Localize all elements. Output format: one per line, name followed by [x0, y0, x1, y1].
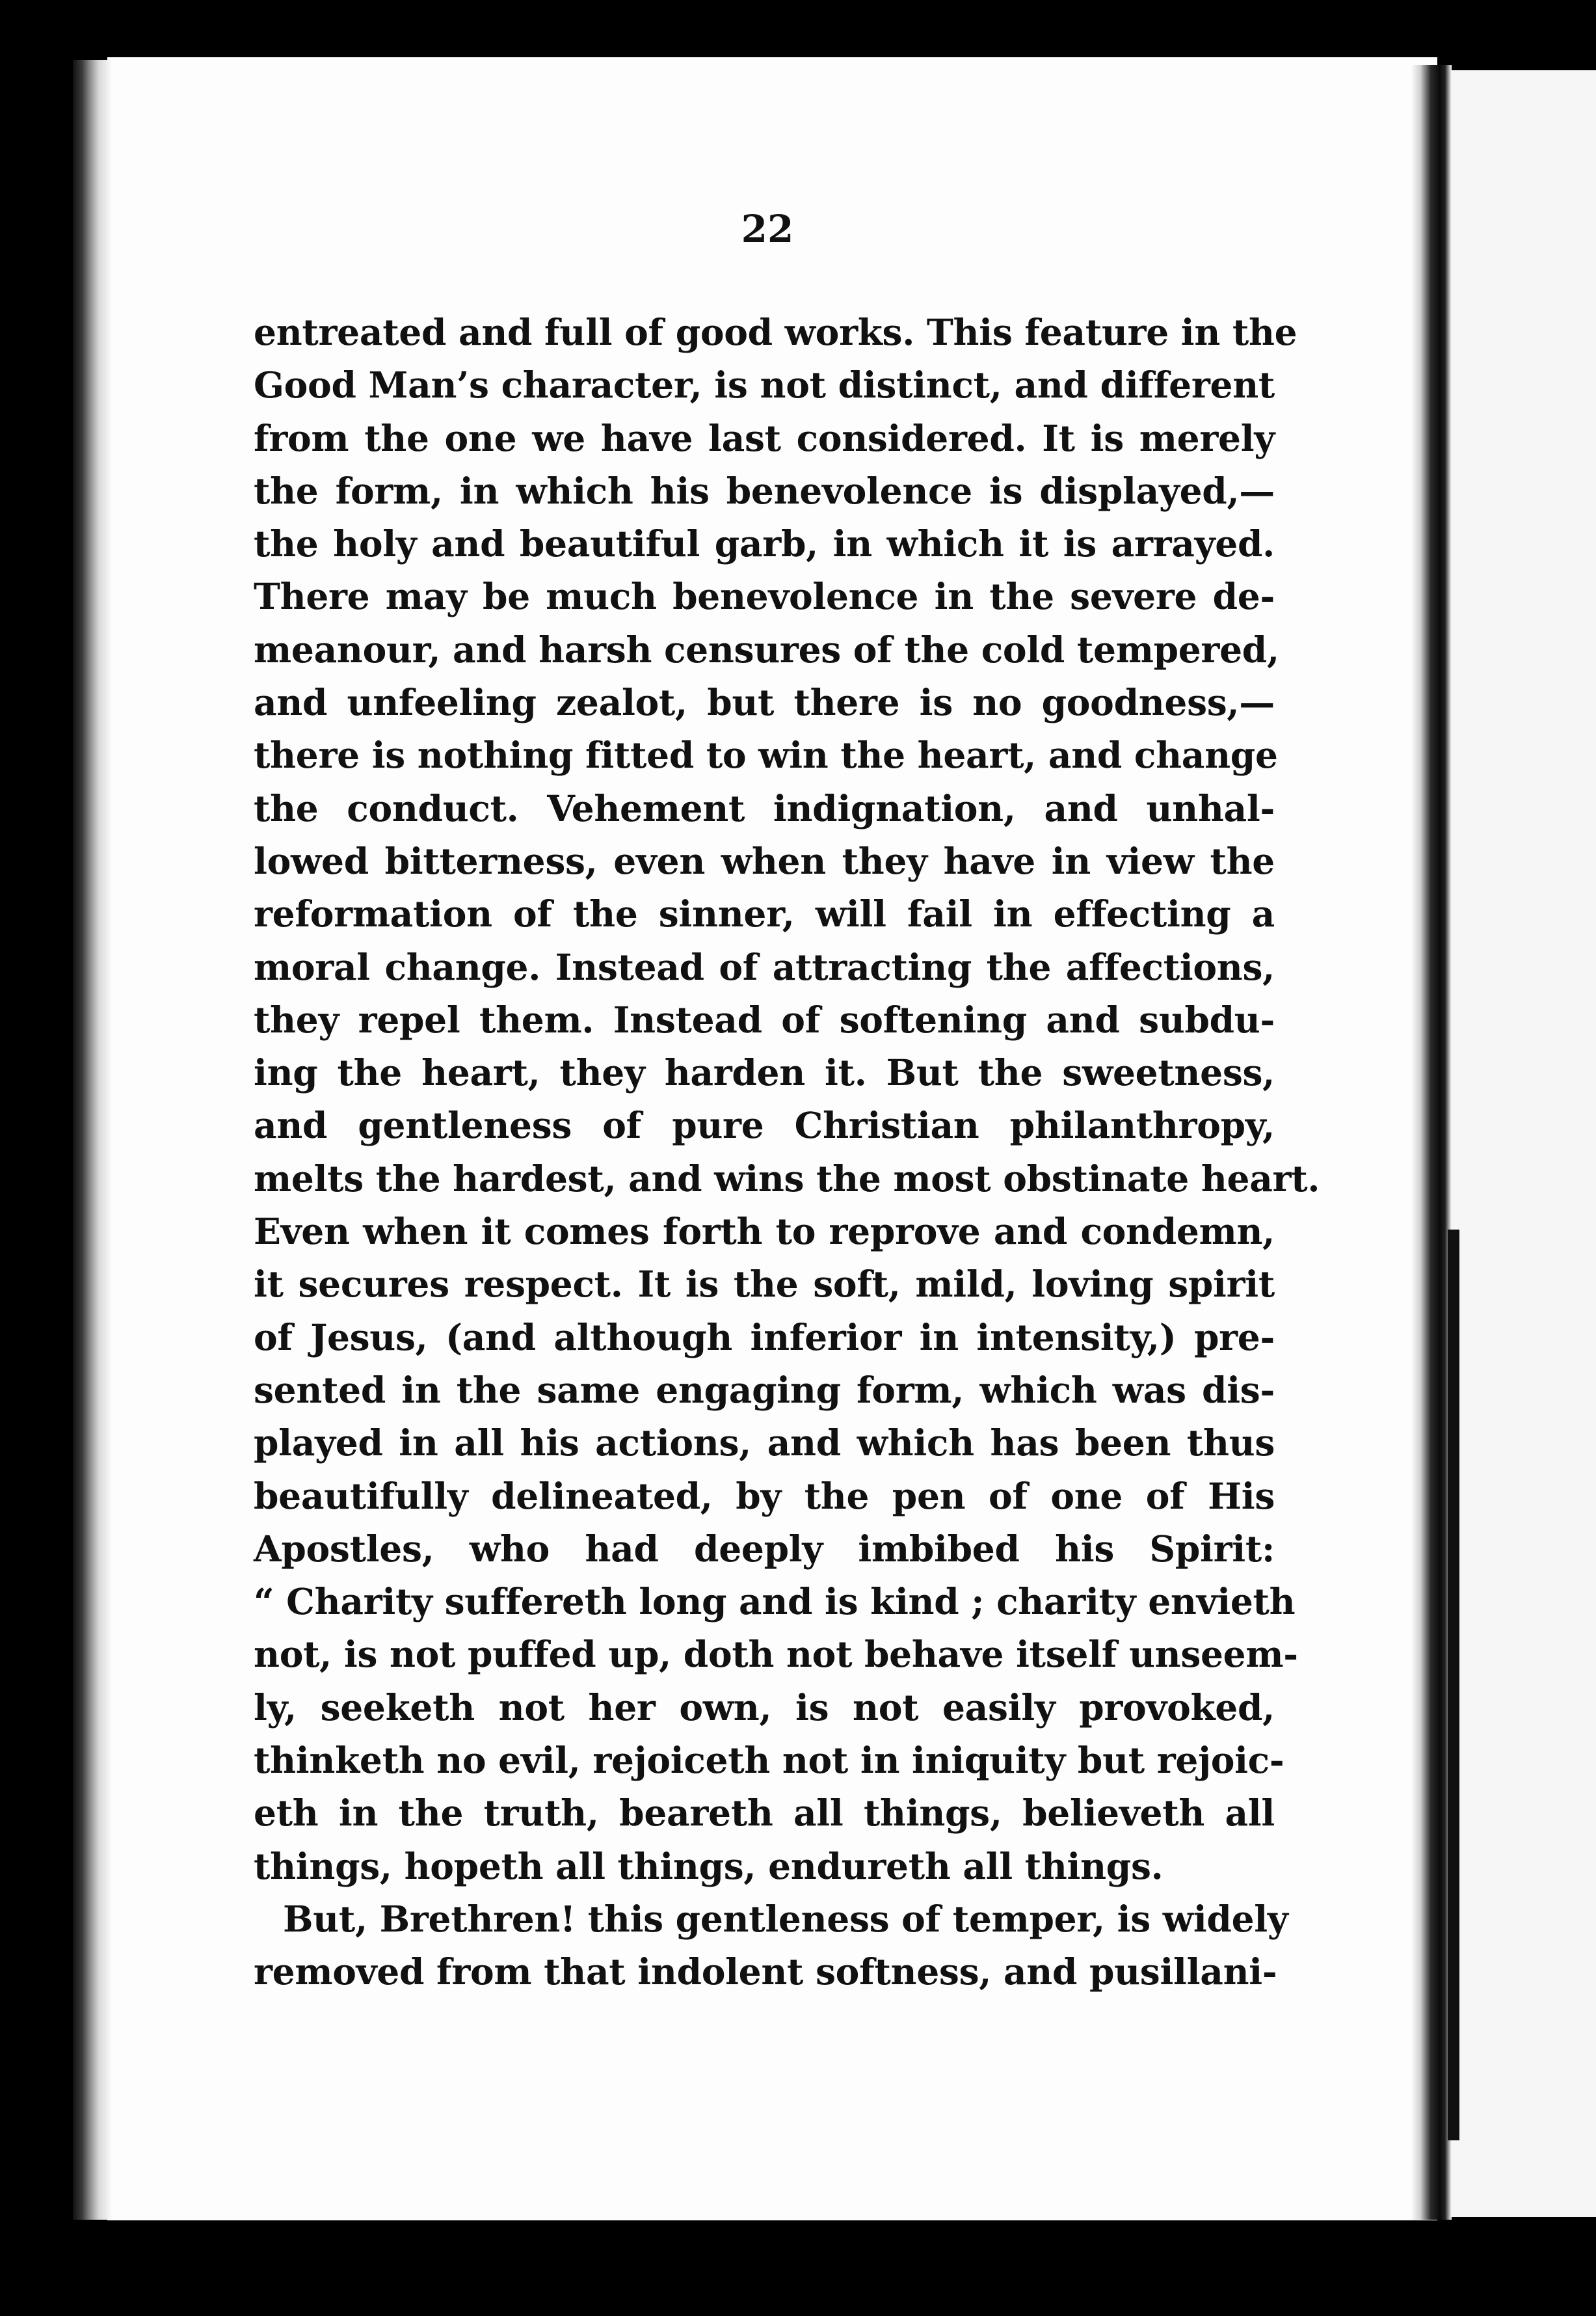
text-line: eth in the truth, beareth all things, believeth all: [254, 1792, 1275, 1835]
text-line: Apostles, who had deeply imbibed his Spirit:: [254, 1527, 1275, 1570]
text-line: But, Brethren! this gentleness of temper, is widely: [283, 1897, 1288, 1940]
page-number: 22: [741, 207, 794, 251]
left-binding-edge: [73, 60, 112, 2220]
text-line: melts the hardest, and wins the most obstinate heart.: [254, 1157, 1320, 1200]
text-line: played in all his actions, and which has been thus: [254, 1421, 1275, 1464]
text-line: beautifully delineated, by the pen of one of His: [254, 1474, 1275, 1517]
text-line: There may be much benevolence in the severe de-: [254, 575, 1275, 618]
facing-page-shadow: [1448, 1230, 1459, 2140]
book-spine-shadow: [1411, 65, 1452, 2220]
body-text: [254, 306, 1320, 1999]
text-line: and unfeeling zealot, but there is no goodness,—: [254, 681, 1275, 724]
text-line: from the one we have last considered. It is merely: [254, 416, 1275, 459]
text-line: of Jesus, (and although inferior in intensity,) pre-: [254, 1315, 1275, 1358]
text-line: there is nothing fitted to win the heart, and change: [254, 734, 1278, 777]
text-line: and gentleness of pure Christian philanthropy,: [254, 1104, 1275, 1147]
text-line: Even when it comes forth to reprove and condemn,: [254, 1210, 1275, 1253]
text-line: it secures respect. It is the soft, mild, loving spirit: [254, 1263, 1275, 1306]
text-line: entreated and full of good works. This feature in the: [254, 311, 1297, 353]
facing-page-edge: [1452, 70, 1596, 2217]
text-line: sented in the same engaging form, which was dis-: [254, 1368, 1275, 1411]
text-line: ing the heart, they harden it. But the sweetness,: [254, 1051, 1275, 1094]
text-line: ly, seeketh not her own, is not easily provoked,: [254, 1686, 1275, 1729]
text-line: removed from that indolent softness, and pusillani-: [254, 1950, 1277, 1993]
text-line: lowed bitterness, even when they have in view the: [254, 839, 1275, 882]
text-line: Good Man’s character, is not distinct, and different: [254, 364, 1275, 407]
text-line: things, hopeth all things, endureth all things.: [254, 1844, 1164, 1887]
text-line: reformation of the sinner, will fail in effecting a: [254, 893, 1275, 936]
text-line: “ Charity suffereth long and is kind ; charity envieth: [254, 1580, 1296, 1623]
text-line: they repel them. Instead of softening and subdu-: [254, 998, 1275, 1041]
text-line: the holy and beautiful garb, in which it is arrayed.: [254, 522, 1275, 565]
text-line: the conduct. Vehement indignation, and unhal-: [254, 787, 1275, 829]
text-line: meanour, and harsh censures of the cold tempered,: [254, 628, 1279, 671]
text-line: thinketh no evil, rejoiceth not in iniquity but rejoic-: [254, 1739, 1284, 1782]
text-line: moral change. Instead of attracting the affections,: [254, 945, 1275, 988]
text-line: the form, in which his benevolence is displayed,—: [254, 469, 1275, 512]
text-line: not, is not puffed up, doth not behave itself unseem-: [254, 1633, 1298, 1676]
